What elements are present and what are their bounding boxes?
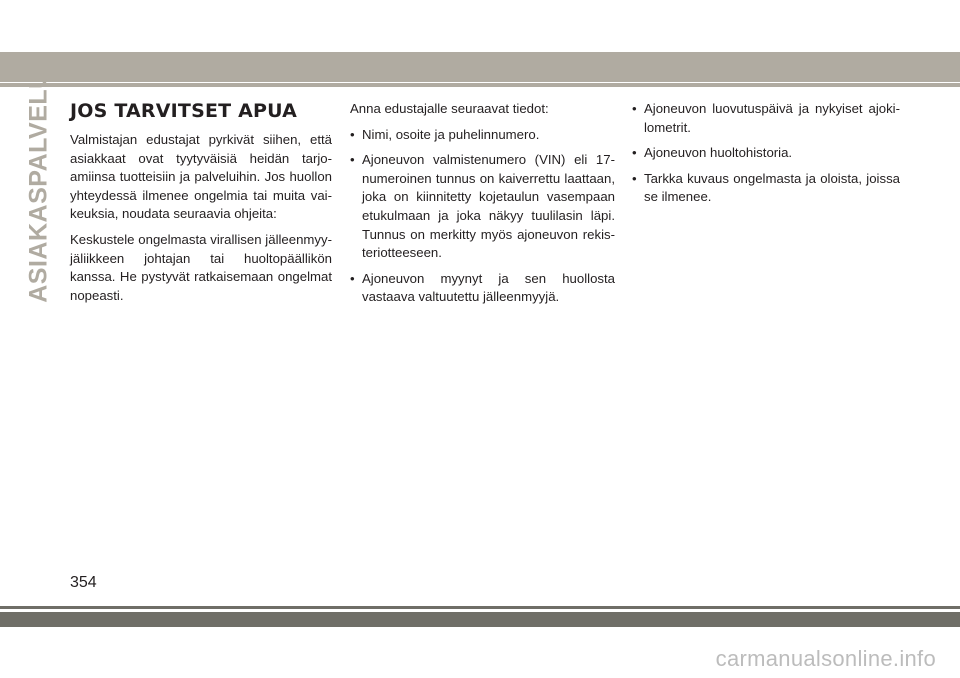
list-item-dealer: • Ajoneuvon myynyt ja sen huollosta vastaava valtuutettu jälleenmyyjä. [350,270,615,307]
footer-rule [0,606,960,609]
watermark: carmanualsonline.info [715,646,936,671]
column-3 [632,100,900,214]
side-tab-label: ASIAKASPALVELU [24,69,53,303]
header-rule [0,83,960,87]
list-item-delivery-date: • Ajoneuvon luovutuspäivä ja nykyiset ajoki-lometrit. [632,100,900,137]
info-list-part-1 [350,126,615,307]
info-list-lead: Anna edustajalle seuraavat tiedot: [350,101,549,116]
list-item-service-history: • Ajoneuvon huoltohistoria. [632,144,900,163]
paragraph-intro: Valmistajan edustajat pyrkivät siihen, että asiakkaat ovat tyytyväisiä heidän tarjo-amiinsa tuotteisiin ja palveluihin. Jos huollon yhteydessä ilmenee ongelmia tai muita vai-keuksia, noudata seuraavia ohjeita: [70,132,332,222]
column-2 [350,100,615,314]
info-list-part-2 [632,100,900,207]
column-1 [70,100,332,312]
list-item-name-address: • Nimi, osoite ja puhelinnumero. [350,126,615,145]
list-item-vin: • Ajoneuvon valmistenumero (VIN) eli 17-numeroinen tunnus on kaiverrettu laattaan, joka on kiinnitetty kojetaulun vasempaan etukulmaan ja joka näkyy tuulilasin läpi. Tunnus on merkitty myös ajoneuvon rekis-teriotteeseen. [350,151,615,263]
side-tab [22,69,56,303]
list-item-problem-description: • Tarkka kuvaus ongelmasta ja oloista, joissa se ilmenee. [632,170,900,207]
footer-band [0,612,960,627]
section-title: JOS TARVITSET APUA [70,100,298,122]
header-band [0,52,960,82]
paragraph-contact-dealer: Keskustele ongelmasta virallisen jälleenmyy-jäliikkeen johtajan tai huoltopäällikön kanssa. He pystyvät ratkaisemaan ongelmat nopeasti. [70,231,332,303]
page-number: 354 [70,574,97,591]
